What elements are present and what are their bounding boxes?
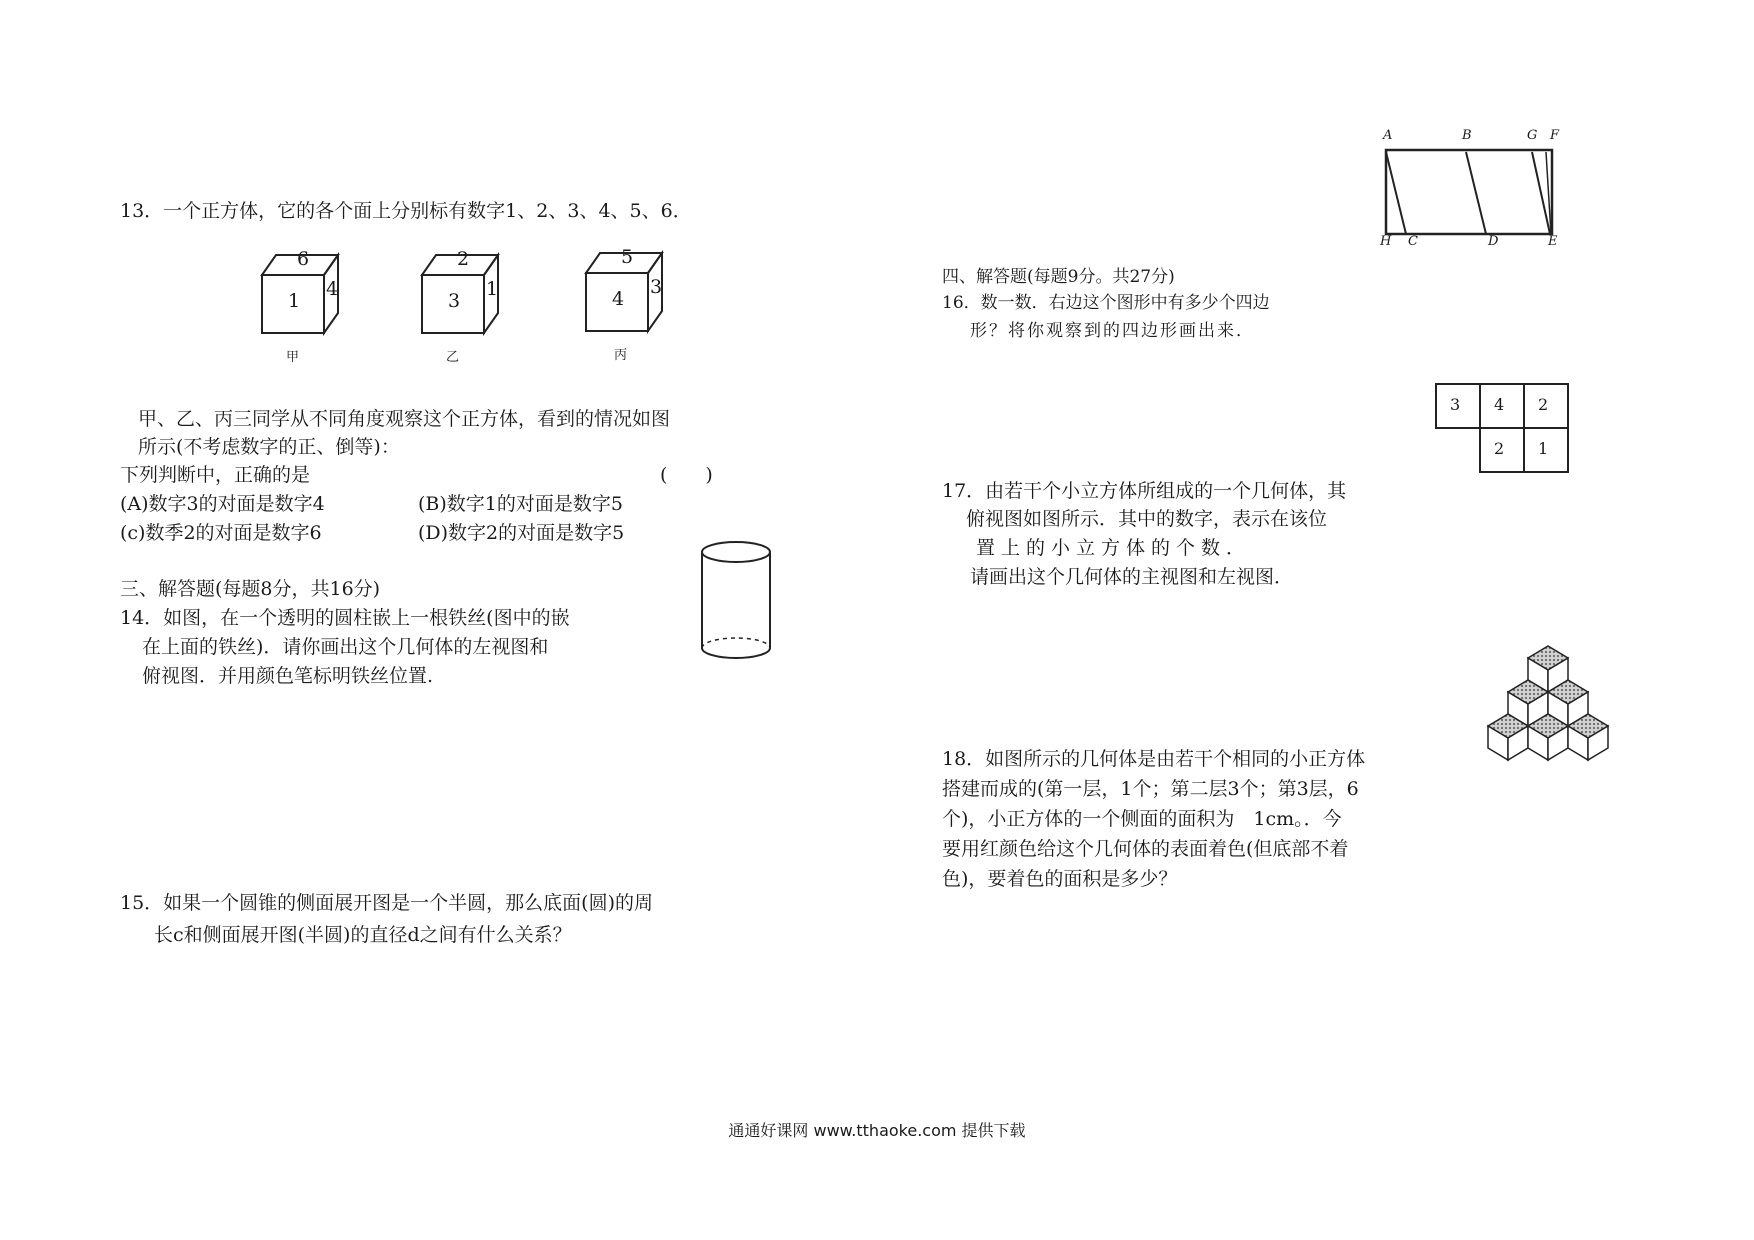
grid-cell-r1c1: 3 [1450,395,1461,414]
cube-jia-label: 甲 [286,350,300,365]
section4-heading: 四、解答题(每题9分。共27分) [942,267,1175,287]
q17-line3: 置上的小立方体的个数． [976,537,1252,559]
point-h: H [1380,234,1392,249]
point-d: D [1488,234,1499,249]
cube-yi-side: 1 [486,278,499,300]
rectangle-parallelogram-figure [1380,144,1560,244]
q16-line2: 形？将你观察到的四边形画出来． [970,321,1255,341]
cube-jia-side: 4 [326,278,339,300]
cube-jia-top: 6 [297,248,310,270]
footer-credit: 通通好课网 www.tthaoke.com 提供下载 [728,1121,1026,1140]
q14-line1: 14．如图，在一个透明的圆柱嵌上一根铁丝(图中的嵌 [120,607,570,629]
q13-para1: 甲、乙、丙三同学从不同角度观察这个正方体，看到的情况如图 [138,408,671,430]
q15-line1: 15．如果一个圆锥的侧面展开图是一个半圆，那么底面(圆)的周 [120,892,654,914]
stacked-cubes-figure [1476,640,1626,810]
q14-line2: 在上面的铁丝)．请你画出这个几何体的左视图和 [142,636,549,658]
cube-yi-top: 2 [457,248,470,270]
q18-line2: 搭建而成的(第一层，1个；第二层3个；第3层，6 [942,778,1359,800]
q17-line2: 俯视图如图所示．其中的数字，表示在该位 [966,508,1328,530]
cube-yi-label: 乙 [446,350,460,365]
q15-line2: 长c和侧面展开图(半圆)的直径d之间有什么关系？ [154,924,572,946]
q17-line4: 请画出这个几何体的主视图和左视图． [970,566,1294,588]
grid-cell-r2c2: 2 [1494,439,1505,458]
q13-option-a: (A)数字3的对面是数字4 [120,493,325,515]
q18-line5: 色)，要着色的面积是多少？ [942,868,1178,890]
section3-heading: 三、解答题(每题8分，共16分) [120,578,381,600]
point-f: F [1550,128,1560,143]
q13-option-b: (B)数字1的对面是数字5 [418,493,623,515]
q13-para3: 下列判断中，正确的是 [120,464,311,486]
q14-line3: 俯视图．并用颜色笔标明铁丝位置. [142,665,434,687]
point-b: B [1462,128,1472,143]
cube-jia-front: 1 [288,290,301,312]
point-g: G [1527,128,1538,143]
cube-yi-front: 3 [448,290,461,312]
q18-line1: 18．如图所示的几何体是由若干个相同的小正方体 [942,748,1366,770]
cube-bing-top: 5 [621,246,634,268]
q16-line1: 16．数一数．右边这个图形中有多少个四边 [942,293,1270,313]
q17-line1: 17．由若干个小立方体所组成的一个几何体，其 [942,480,1347,502]
q13-option-d: (D)数字2的对面是数字5 [418,522,625,544]
cylinder-figure [700,538,780,668]
cube-bing-front: 4 [612,288,625,310]
point-a: A [1383,128,1393,143]
q13-option-c: (c)数季2的对面是数字6 [120,522,322,544]
grid-cell-r1c2: 4 [1494,395,1505,414]
q18-line4: 要用红颜色给这个几何体的表面着色(但底部不着 [942,838,1349,860]
q13-stem: 13．一个正方体，它的各个面上分别标有数字1、2、3、4、5、6． [120,200,692,222]
grid-cell-r1c3: 2 [1538,395,1549,414]
point-e: E [1548,234,1558,249]
q13-answer-blank: ( ) [660,464,713,486]
grid-cell-r2c3: 1 [1538,439,1549,458]
q18-line3: 个)，小正方体的一个侧面的面积为 1cm。．今 [942,808,1342,830]
q13-para2: 所示(不考虑数字的正、倒等)： [138,436,400,458]
cube-bing-label: 丙 [614,348,628,363]
point-c: C [1408,234,1418,249]
cube-bing-side: 3 [650,276,663,298]
